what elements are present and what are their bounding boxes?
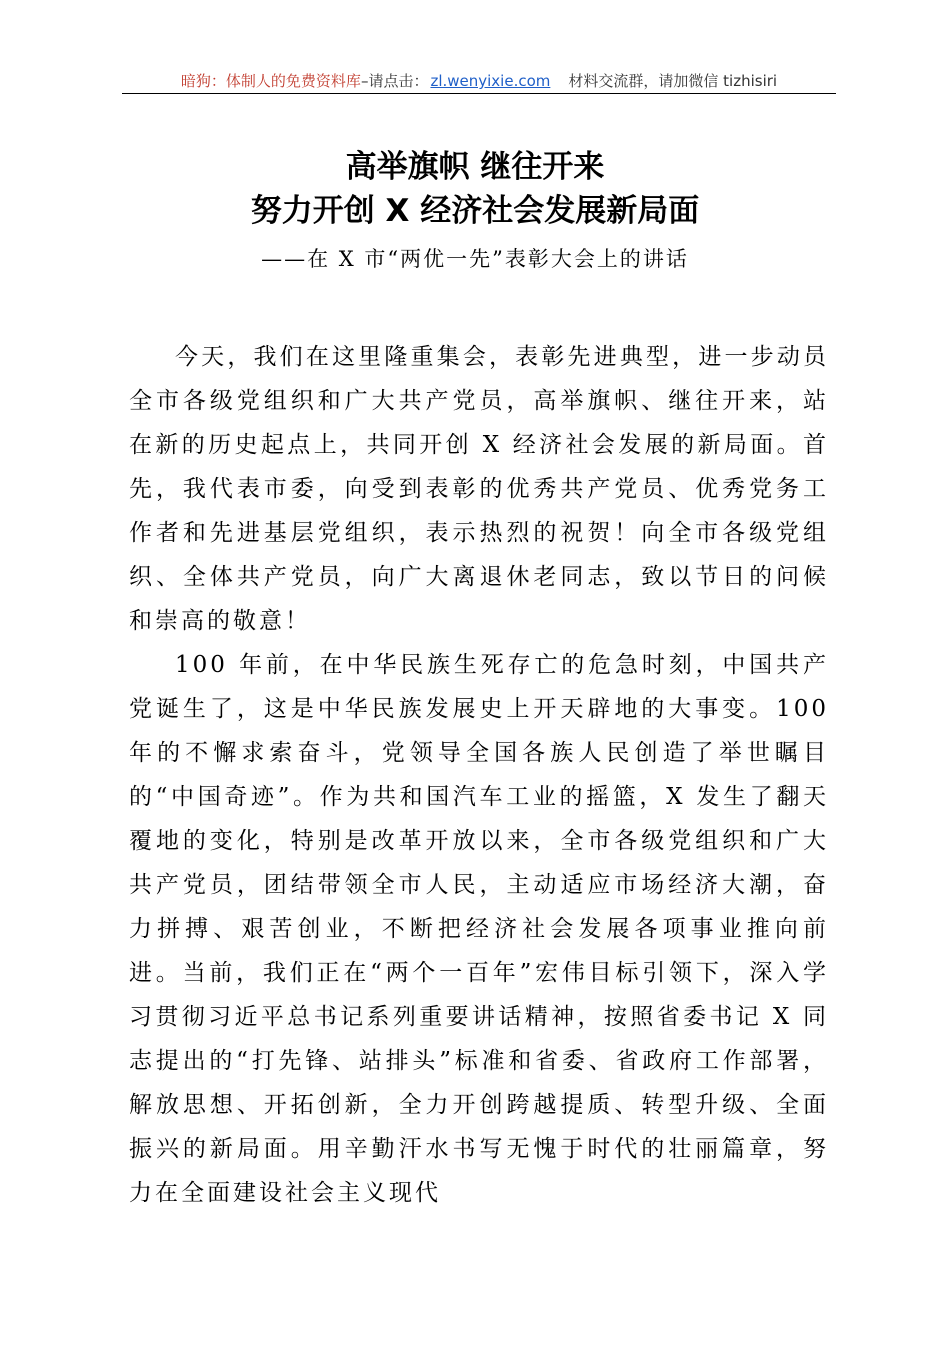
body-paragraph: 100 年前，在中华民族生死存亡的危急时刻，中国共产党诞生了，这是中华民族发展史上开天辟地的大事变。100 年的不懈求索奋斗，党领导全国各族人民创造了举世瞩目的“中国奇迹”。作为共和国汽车工业的摇篮，X 发生了翻天覆地的变化，特别是改革开放以来，全市各级党组织和广大共产党员，团结带领全市人民，主动适应市场经济大潮，奋力拼搏、艰苦创业，不断把经济社会发展各项事业推向前进。当前，我们正在“两个一百年”宏伟目标引领下，深入学习贯彻习近平总书记系列重要讲话精神，按照省委书记 X 同志提出的“打先锋、站排头”标准和省委、省政府工作部署，解放思想、开拓创新，全力开创跨越提质、转型升级、全面振兴的新局面。用辛勤汗水书写无愧于时代的壮丽篇章，努力在全面建设社会主义现代 (129, 652, 829, 1206)
header-contact: 材料交流群，请加微信 tizhisiri (568, 72, 778, 90)
page-header (122, 70, 836, 92)
header-brand: 暗狗：体制人的免费资料库 (180, 72, 361, 90)
header-divider (122, 93, 836, 94)
header-link[interactable]: zl.wenyixie.com (430, 72, 551, 90)
document-body (129, 335, 829, 1215)
document-title-line-1: 高举旗帜 继往开来 (345, 149, 605, 185)
header-click-prompt: –请点击： (360, 72, 429, 90)
document-subtitle: ——在 X 市“两优一先”表彰大会上的讲话 (261, 247, 689, 271)
document-title-line-2: 努力开创 X 经济社会发展新局面 (250, 193, 700, 229)
body-paragraph: 今天，我们在这里隆重集会，表彰先进典型，进一步动员全市各级党组织和广大共产党员，高举旗帜、继往开来，站在新的历史起点上，共同开创 X 经济社会发展的新局面。首先，我代表市委，向受到表彰的优秀共产党员、优秀党务工作者和先进基层党组织，表示热烈的祝贺！向全市各级党组织、全体共产党员，向广大离退休老同志，致以节日的问候和崇高的敬意！ (129, 344, 829, 634)
